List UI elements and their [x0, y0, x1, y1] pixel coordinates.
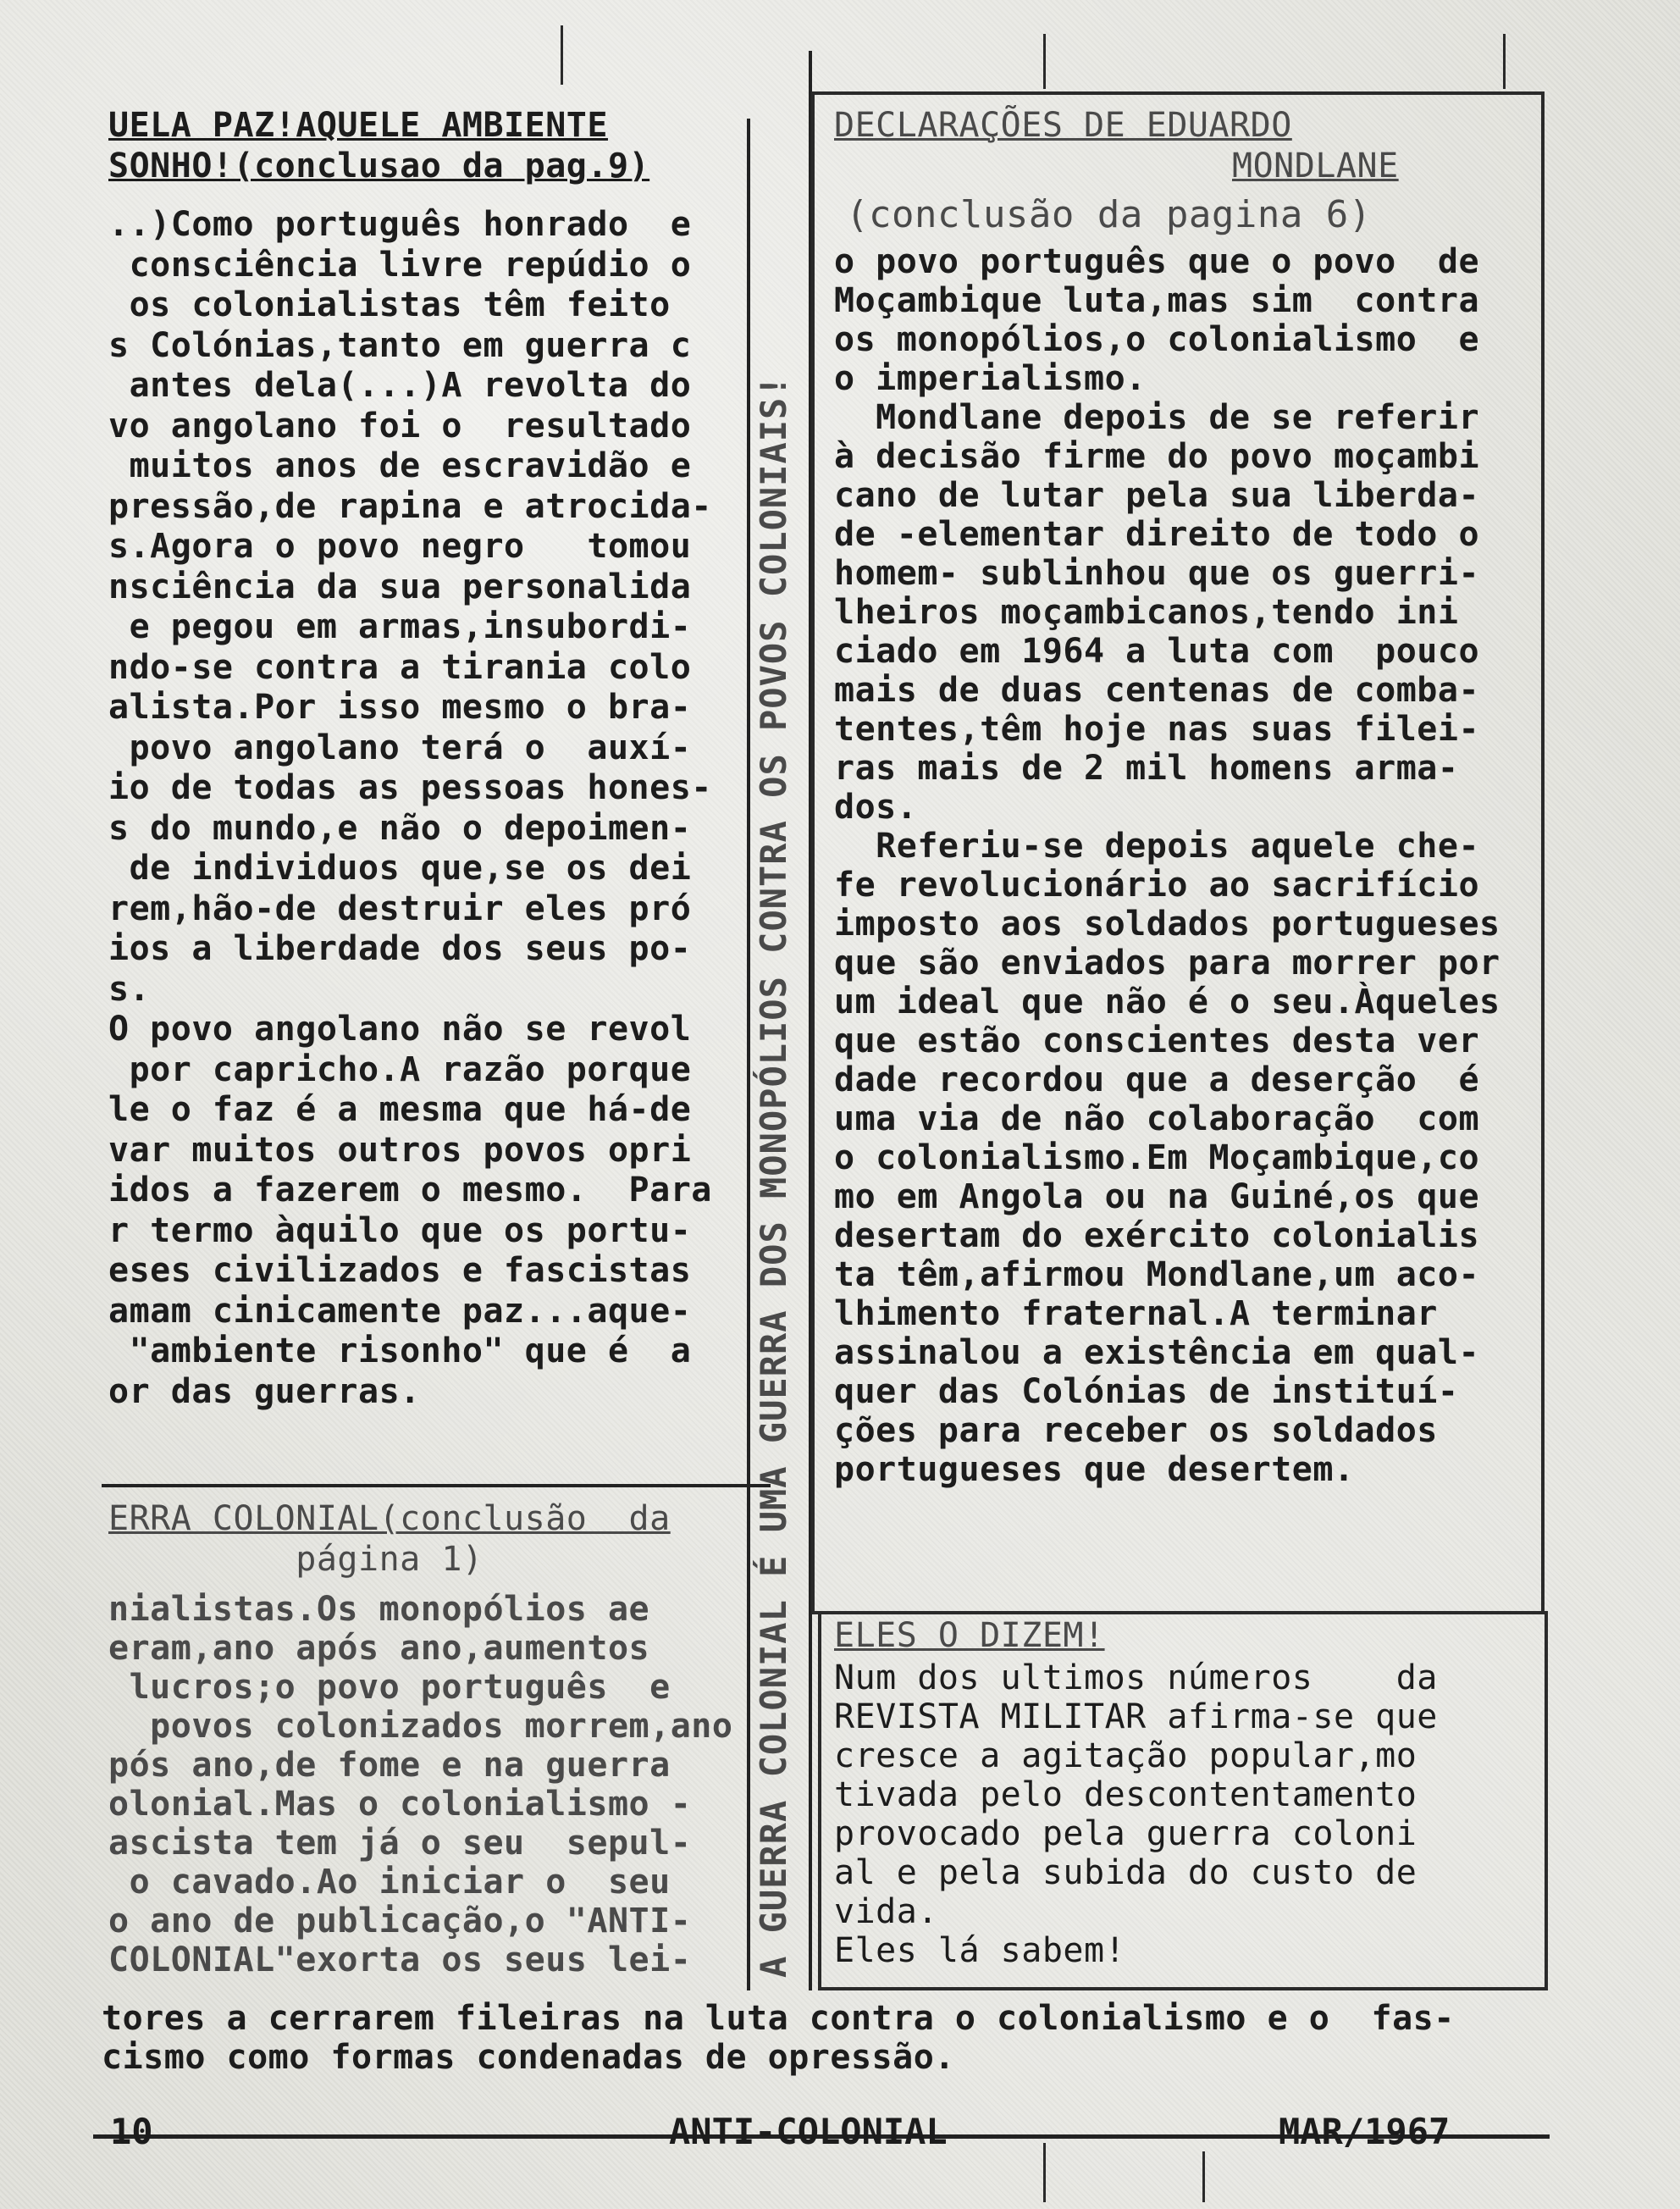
text-line: ..)Como português honrado e — [108, 205, 692, 244]
text-line: Mondlane depois de se referir — [834, 398, 1480, 437]
text-line: assinalou a existência em qual- — [834, 1333, 1480, 1372]
text-line: var muitos outros povos opri — [108, 1130, 692, 1170]
text-line: imposto aos soldados portugueses — [834, 905, 1500, 944]
text-line: al e pela subida do custo de — [834, 1852, 1418, 1892]
text-line: ras mais de 2 mil homens arma- — [834, 749, 1459, 788]
text-line: rem,hão-de destruir eles pró — [108, 889, 692, 928]
closing-paragraph — [102, 1999, 1575, 2077]
text-line: fe revolucionário ao sacrifício — [834, 866, 1480, 905]
vertical-banner-slogan: A GUERRA COLONIAL É UMA GUERRA DOS MONOPÓLIOS CONTRA OS POVOS COLONIAIS! — [753, 374, 794, 1978]
text-line: antes dela(...)A revolta do — [108, 366, 692, 405]
eles-o-dizem-article — [834, 1616, 1537, 1970]
text-line: tores a cerrarem fileiras na luta contra o colonialismo e o fas- — [102, 1999, 1455, 2038]
text-line: mais de duas centenas de comba- — [834, 671, 1480, 710]
text-line: vo angolano foi o resultado — [108, 406, 692, 446]
text-line: os colonialistas têm feito — [108, 285, 671, 324]
text-line: ascista tem já o seu sepul- — [108, 1824, 692, 1863]
crop-mark — [1043, 34, 1046, 89]
right-article-heading: DECLARAÇÕES DE EDUARDO — [834, 106, 1292, 145]
text-line: cismo como formas condenadas de opressão. — [102, 2038, 955, 2077]
crop-mark — [561, 25, 563, 85]
text-line: le o faz é a mesma que há-de — [108, 1090, 692, 1129]
text-line: provocado pela guerra coloni — [834, 1813, 1418, 1853]
text-line: s do mundo,e não o depoimen- — [108, 808, 692, 848]
text-line: mo em Angola ou na Guiné,os que — [834, 1177, 1480, 1216]
text-line: e pegou em armas,insubordi- — [108, 607, 692, 646]
text-line: nsciência da sua personalida — [108, 567, 692, 606]
text-line: cresce a agitação popular,mo — [834, 1736, 1418, 1775]
text-line: quer das Colónias de instituí- — [834, 1372, 1459, 1411]
text-line: or das guerras. — [108, 1371, 421, 1411]
crop-mark — [1202, 2151, 1205, 2202]
text-line: povos colonizados morrem,ano — [108, 1707, 733, 1746]
text-line: nialistas.Os monopólios ae — [108, 1590, 650, 1629]
text-line: ções para receber os soldados — [834, 1411, 1438, 1450]
text-line: COLONIAL"exorta os seus lei- — [108, 1940, 692, 1979]
text-line: o cavado.Ao iniciar o seu — [108, 1863, 671, 1902]
text-line: homem- sublinhou que os guerri- — [834, 554, 1480, 593]
text-line: o ano de publicação,o "ANTI- — [108, 1902, 692, 1940]
text-line: os monopólios,o colonialismo e — [834, 320, 1480, 359]
text-line: o povo português que o povo de — [834, 242, 1480, 281]
text-line: muitos anos de escravidão e — [108, 446, 692, 485]
text-line: amam cinicamente paz...aque- — [108, 1291, 692, 1331]
text-line: o imperialismo. — [834, 359, 1147, 398]
text-line: um ideal que não é o seu.Àqueles — [834, 983, 1500, 1021]
text-line: eram,ano após ano,aumentos — [108, 1629, 650, 1668]
text-line: s. — [108, 969, 151, 1009]
text-line: por capricho.A razão porque — [108, 1049, 692, 1089]
text-line: O povo angolano não se revol — [108, 1010, 692, 1049]
left-article-heading: UELA PAZ!AQUELE AMBIENTE — [108, 106, 608, 145]
text-line: idos a fazerem o mesmo. Para — [108, 1171, 712, 1210]
text-line: dade recordou que a deserção é — [834, 1060, 1480, 1099]
text-line: REVISTA MILITAR afirma-se que — [834, 1697, 1438, 1736]
text-line: tentes,têm hoje nas suas filei- — [834, 710, 1480, 749]
right-article-heading: MONDLANE — [1232, 146, 1399, 185]
issue-date: MAR/1967 — [1279, 2111, 1451, 2152]
text-line: r termo àquilo que os portu- — [108, 1210, 692, 1250]
right-article-subheading: (conclusão da pagina 6) — [846, 193, 1372, 236]
text-line: vida. — [834, 1891, 938, 1931]
text-line: ios a liberdade dos seus po- — [108, 929, 692, 968]
eles-o-dizem-heading: ELES O DIZEM! — [834, 1616, 1105, 1655]
text-line: ta têm,afirmou Mondlane,um aco- — [834, 1255, 1480, 1294]
left-article-divider — [102, 1484, 771, 1487]
text-line: que estão conscientes desta ver — [834, 1021, 1480, 1060]
text-line: olonial.Mas o colonialismo - — [108, 1785, 692, 1824]
text-line: io de todas as pessoas hones- — [108, 768, 712, 807]
publication-name: ANTI-COLONIAL — [669, 2111, 948, 2152]
text-line: alista.Por isso mesmo o bra- — [108, 688, 692, 727]
text-line: lheiros moçambicanos,tendo ini — [834, 593, 1459, 632]
text-line: Eles lá sabem! — [834, 1930, 1126, 1970]
text-line: "ambiente risonho" que é a — [108, 1331, 692, 1370]
left-lower-article — [108, 1499, 769, 1979]
text-line: tivada pelo descontentamento — [834, 1774, 1418, 1814]
text-line: à decisão firme do povo moçambi — [834, 437, 1480, 476]
page-number: 10 — [110, 2111, 153, 2152]
left-lower-heading: ERRA COLONIAL(conclusão da — [108, 1499, 671, 1538]
text-line: uma via de não colaboração com — [834, 1099, 1480, 1138]
text-line: cano de lutar pela sua liberda- — [834, 476, 1480, 515]
left-article — [108, 106, 769, 1412]
text-line: lhimento fraternal.A terminar — [834, 1294, 1438, 1333]
text-line: povo angolano terá o auxí- — [108, 728, 692, 767]
text-line: o colonialismo.Em Moçambique,co — [834, 1138, 1480, 1177]
text-line: pós ano,de fome e na guerra — [108, 1746, 671, 1785]
text-line: consciência livre repúdio o — [108, 245, 692, 285]
text-line: que são enviados para morrer por — [834, 944, 1500, 983]
left-article-heading: SONHO!(conclusao da pag.9) — [108, 146, 650, 185]
crop-mark — [1043, 2143, 1046, 2202]
footer — [93, 2111, 1550, 2162]
right-article — [834, 106, 1537, 1489]
text-line: Num dos ultimos números da — [834, 1658, 1438, 1697]
text-line: ndo-se contra a tirania colo — [108, 647, 692, 687]
left-lower-heading: página 1) — [108, 1539, 484, 1579]
text-line: dos. — [834, 788, 918, 827]
text-line: s.Agora o povo negro tomou — [108, 527, 692, 566]
text-line: s Colónias,tanto em guerra c — [108, 325, 692, 365]
text-line: eses civilizados e fascistas — [108, 1251, 692, 1290]
text-line: Moçambique luta,mas sim contra — [834, 281, 1480, 320]
text-line: de individuos que,se os dei — [108, 849, 692, 888]
text-line: portugueses que desertem. — [834, 1450, 1355, 1489]
text-line: desertam do exército colonialis — [834, 1216, 1480, 1255]
text-line: ciado em 1964 a luta com pouco — [834, 632, 1480, 671]
text-line: de -elementar direito de todo o — [834, 515, 1480, 554]
crop-mark — [1503, 34, 1506, 89]
text-line: lucros;o povo português e — [108, 1668, 671, 1707]
text-line: pressão,de rapina e atrocida- — [108, 486, 712, 526]
text-line: Referiu-se depois aquele che- — [834, 827, 1480, 866]
